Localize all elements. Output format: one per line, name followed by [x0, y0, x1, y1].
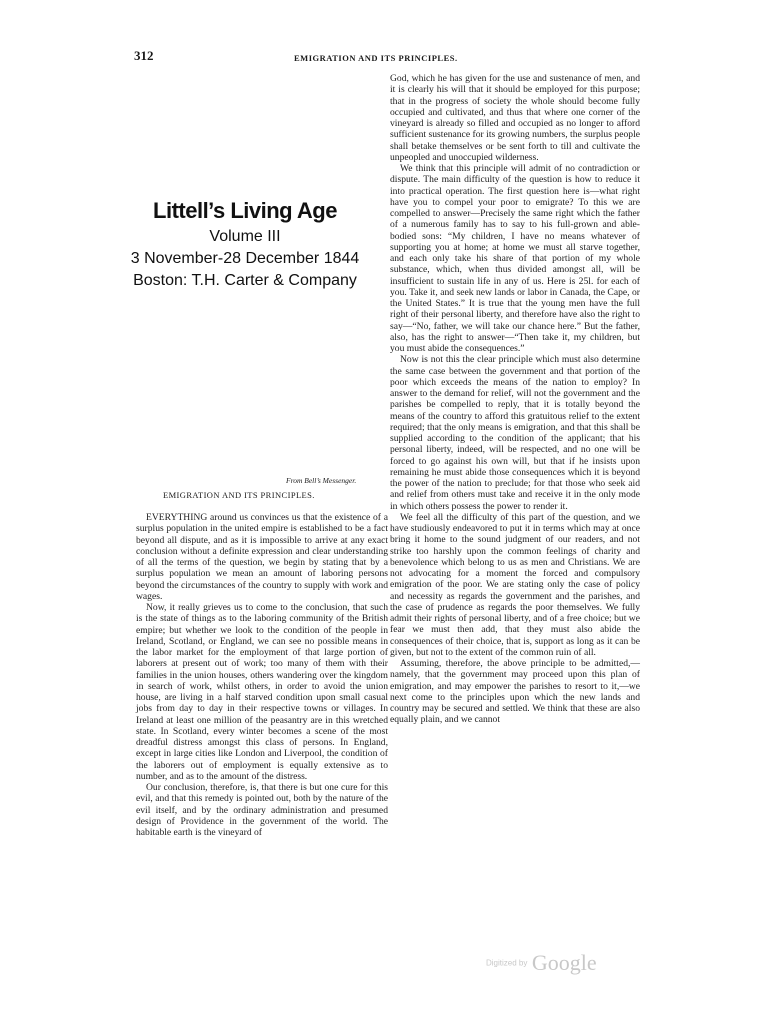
running-head: EMIGRATION AND ITS PRINCIPLES. [294, 53, 458, 63]
paragraph: We think that this principle will admit of no contradiction or dispute. The main difficulty of the question is how to reduce it into practical operation. The first question here is—what right have you to compel your poor to emigrate? To this we are compelled to answer—Precisely the same right which the father of a numerous family has to say to his full-grown and able-bodied sons: “My children, I have no means whatever of supporting you at home; at home we must all starve together, and each only take his share of that portion of my whole substance, which, when thus divided amongst all, will be insufficient to sustain life in any of us. Here is 25l. for each of you. Take it, and seek new lands or labor in Canada, the Cape, or the United States.” It is true that the young men have the full right of their personal liberty, and therefore have also the right to say—“No, father, we will take our chance here.” But the father, also, has the right to answer—“Then take it, my children, but you must abide the consequences.” [390, 163, 640, 354]
article-source: From Bell’s Messenger. [286, 476, 357, 485]
google-logo: Google [531, 950, 597, 975]
overlay-dates: 3 November-28 December 1844 [130, 250, 360, 267]
paragraph: Now, it really grieves us to come to the conclusion, that such is the state of things as to the laboring community of the British empire; but whether we look to the condition of the people in Ireland, Scotland, or England, we can see no possible means in the labor market for the employment of that large portion of laborers at present out of work; too many of them with their families in the union houses, others wandering over the kingdom in search of work, whilst others, in order to avoid the union house, are living in a half starved condition upon small casual jobs from day to day in their respective towns or villages. In Ireland at least one million of the peasantry are in this wretched state. In Scotland, every winter becomes a scene of the most dreadful distress amongst this class of persons. In England, except in large cities like London and Liverpool, the condition of the laborers out of employment is equally extensive as to number, and as to the amount of the distress. [136, 602, 388, 782]
paragraph: We feel all the difficulty of this part of the question, and we have studiously endeavored to put it in terms which may at once bring it home to the sound judgment of our readers, and not strike too harshly upon the common feelings of charity and benevolence which belong to us as men and Christians. We are not advocating for a moment the forced and compulsory emigration of the poor. We are stating only the case of policy and necessity as regards the government and the parishes, and the case of prudence as regards the poor themselves. We fully admit their rights of personal liberty, and of a free choice; but we fear we must then add, that they must also abide the consequences of their choice, that is, support as long as it can be given, but not to the extent of the common ruin of all. [390, 511, 640, 658]
overlay-title: Littell’s Living Age [153, 198, 337, 223]
paragraph: Now is not this the clear principle which must also determine the same case between the government and that portion of the poor which exceeds the means of the nation to employ? In answer to the demand for relief, will not the government and the parishes be compelled to reply, that it is totally beyond the means of the country to afford this gratuitous relief to the extent required; that the only means is emigration, and that this shall be supplied according to the condition of the applicant; that his personal liberty, indeed, will be respected, and no one will be forced to go against his own will, but that if he insists upon remaining he must abide those consequences which it is beyond the power of the nation to preclude; for that those who seek aid and relief from others must take and receive it in the only mode in which others possess the power to render it. [390, 354, 640, 512]
paragraph: Our conclusion, therefore, is, that there is but one cure for this evil, and that this remedy is pointed out, both by the nature of the evil itself, and by the ordinary administration and presumed design of Providence in the government of the world. The habitable earth is the vineyard of [136, 782, 388, 838]
paragraph: God, which he has given for the use and sustenance of men, and it is clearly his will that it should be employed for this purpose; that in the progress of society the whole should become fully occupied and cultivated, and thus that where one corner of the vineyard is already so filled and occupied as no longer to afford sufficient sustenance for its growing numbers, the surplus people shall betake themselves or be sent forth to till and cultivate the unpeopled and unoccupied wilderness. [390, 73, 640, 163]
article-title: EMIGRATION AND ITS PRINCIPLES. [163, 490, 315, 500]
right-column [390, 73, 640, 726]
paragraph: Assuming, therefore, the above principle to be admitted,—namely, that the government may proceed upon this plan of emigration, and may empower the parishes to resort to it,—we next come to the principles upon which the new lands and country may be secured and settled. We think that these are also equally plain, and we cannot [390, 658, 640, 726]
left-column [136, 512, 388, 838]
page-number: 312 [134, 48, 154, 63]
digitized-watermark [486, 950, 597, 976]
overlay-publisher: Boston: T.H. Carter & Company [133, 272, 357, 289]
overlay-volume: Volume III [209, 228, 281, 245]
title-overlay [120, 198, 370, 292]
paragraph: EVERYTHING around us convinces us that the existence of a surplus population in the united empire is established to be a fact beyond all dispute, and as it is impossible to arrive at any exact conclusion without a definite expression and clear understanding of all the terms of the question, we begin by stating that by a surplus population we mean an amount of laboring persons beyond the circumstances of the country to supply with work and wages. [136, 512, 388, 602]
watermark-digitized-by: Digitized by [486, 958, 528, 968]
